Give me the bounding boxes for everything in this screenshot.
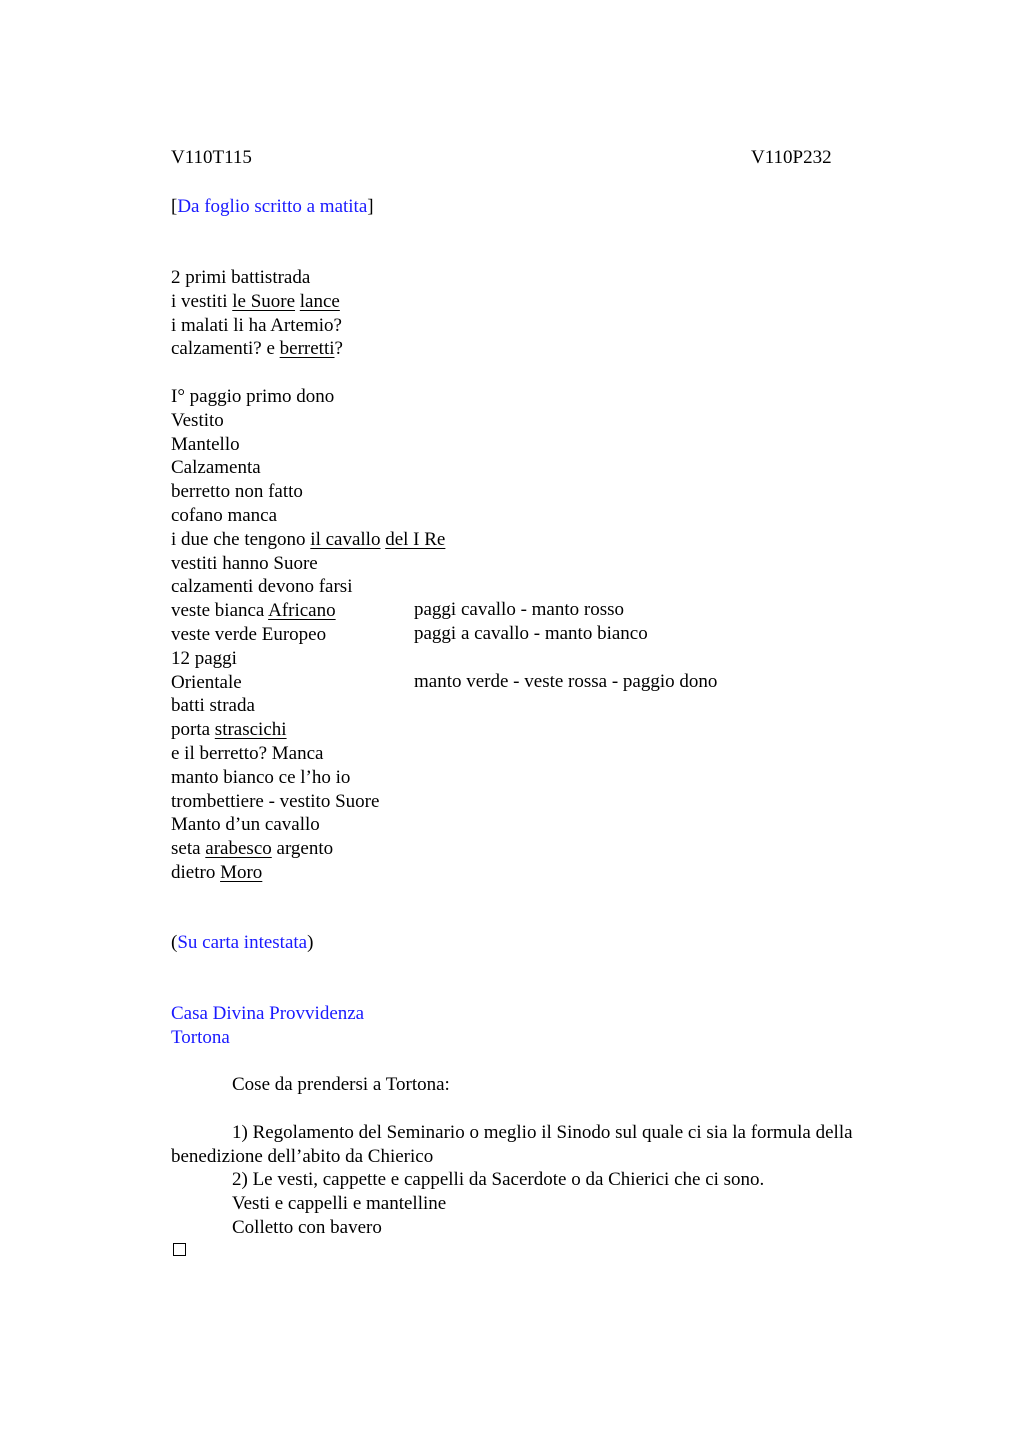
document-code-right: V110P232 (751, 147, 832, 168)
editorial-note-pencil (171, 195, 374, 219)
side-note-manto-verde: manto verde - veste rossa - paggio dono (414, 671, 718, 692)
list-item: Vestito (171, 409, 224, 431)
bracket-close: ] (367, 196, 374, 217)
letterhead-line-1: Casa Divina Provvidenza (171, 1003, 365, 1024)
list-item: vestiti hanno Suore (171, 552, 318, 574)
side-note-cavallo-bianco: paggi a cavallo - manto bianco (414, 623, 648, 644)
list-item: e il berretto? Manca (171, 742, 324, 764)
tortona-item-3: Vesti e cappelli e mantelline (232, 1193, 447, 1214)
letterhead-line-2: Tortona (171, 1027, 230, 1048)
list-item: Manto d’un cavallo (171, 814, 320, 836)
paren-close: ) (307, 932, 314, 953)
paren-open: ( (171, 932, 178, 953)
tortona-item-4: Colletto con bavero (232, 1217, 382, 1238)
square-box-icon (173, 1243, 186, 1256)
list-item: veste verde Europeo (171, 623, 327, 645)
notes-list-2 (171, 385, 445, 885)
editorial-note-text: Su carta intestata (177, 932, 308, 953)
list-item: i vestiti le Suore lance (171, 290, 340, 312)
list-item: batti strada (171, 695, 255, 717)
list-item: Calzamenta (171, 457, 261, 479)
list-item: veste bianca Africano (171, 600, 336, 622)
list-item: Mantello (171, 433, 240, 455)
list-item: cofano manca (171, 504, 278, 526)
bracket-open: [ (171, 196, 178, 217)
list-item: dietro Moro (171, 861, 263, 883)
editorial-note-text: Da foglio scritto a matita (177, 196, 368, 217)
side-note-cavallo-rosso: paggi cavallo - manto rosso (414, 599, 625, 620)
list-item: manto bianco ce l’ho io (171, 766, 351, 788)
list-item: calzamenti? e berretti? (171, 338, 343, 360)
tortona-item-1-line-2: benedizione dell’abito da Chierico (171, 1146, 434, 1167)
tortona-item-1-line-1: 1) Regolamento del Seminario o meglio il Sinodo sul quale ci sia la formula della (232, 1122, 853, 1143)
list-item: i due che tengono il cavallo del I Re (171, 528, 446, 550)
tortona-intro: Cose da prendersi a Tortona: (232, 1074, 450, 1095)
list-item: 12 paggi (171, 647, 237, 669)
list-item: 2 primi battistrada (171, 267, 311, 288)
list-item: porta strascichi (171, 719, 287, 741)
list-item: seta arabesco argento (171, 838, 334, 860)
tortona-item-2: 2) Le vesti, cappette e cappelli da Sacerdote o da Chierici che ci sono. (232, 1169, 765, 1190)
list-item: I° paggio primo dono (171, 386, 335, 407)
list-item: i malati li ha Artemio? (171, 314, 342, 336)
list-item: berretto non fatto (171, 481, 303, 503)
document-code-left: V110T115 (171, 147, 252, 168)
editorial-note-letterhead (171, 931, 313, 955)
list-item: trombettiere - vestito Suore (171, 790, 380, 812)
list-item: calzamenti devono farsi (171, 576, 353, 598)
notes-list-1 (171, 266, 343, 361)
list-item: Orientale (171, 671, 242, 693)
